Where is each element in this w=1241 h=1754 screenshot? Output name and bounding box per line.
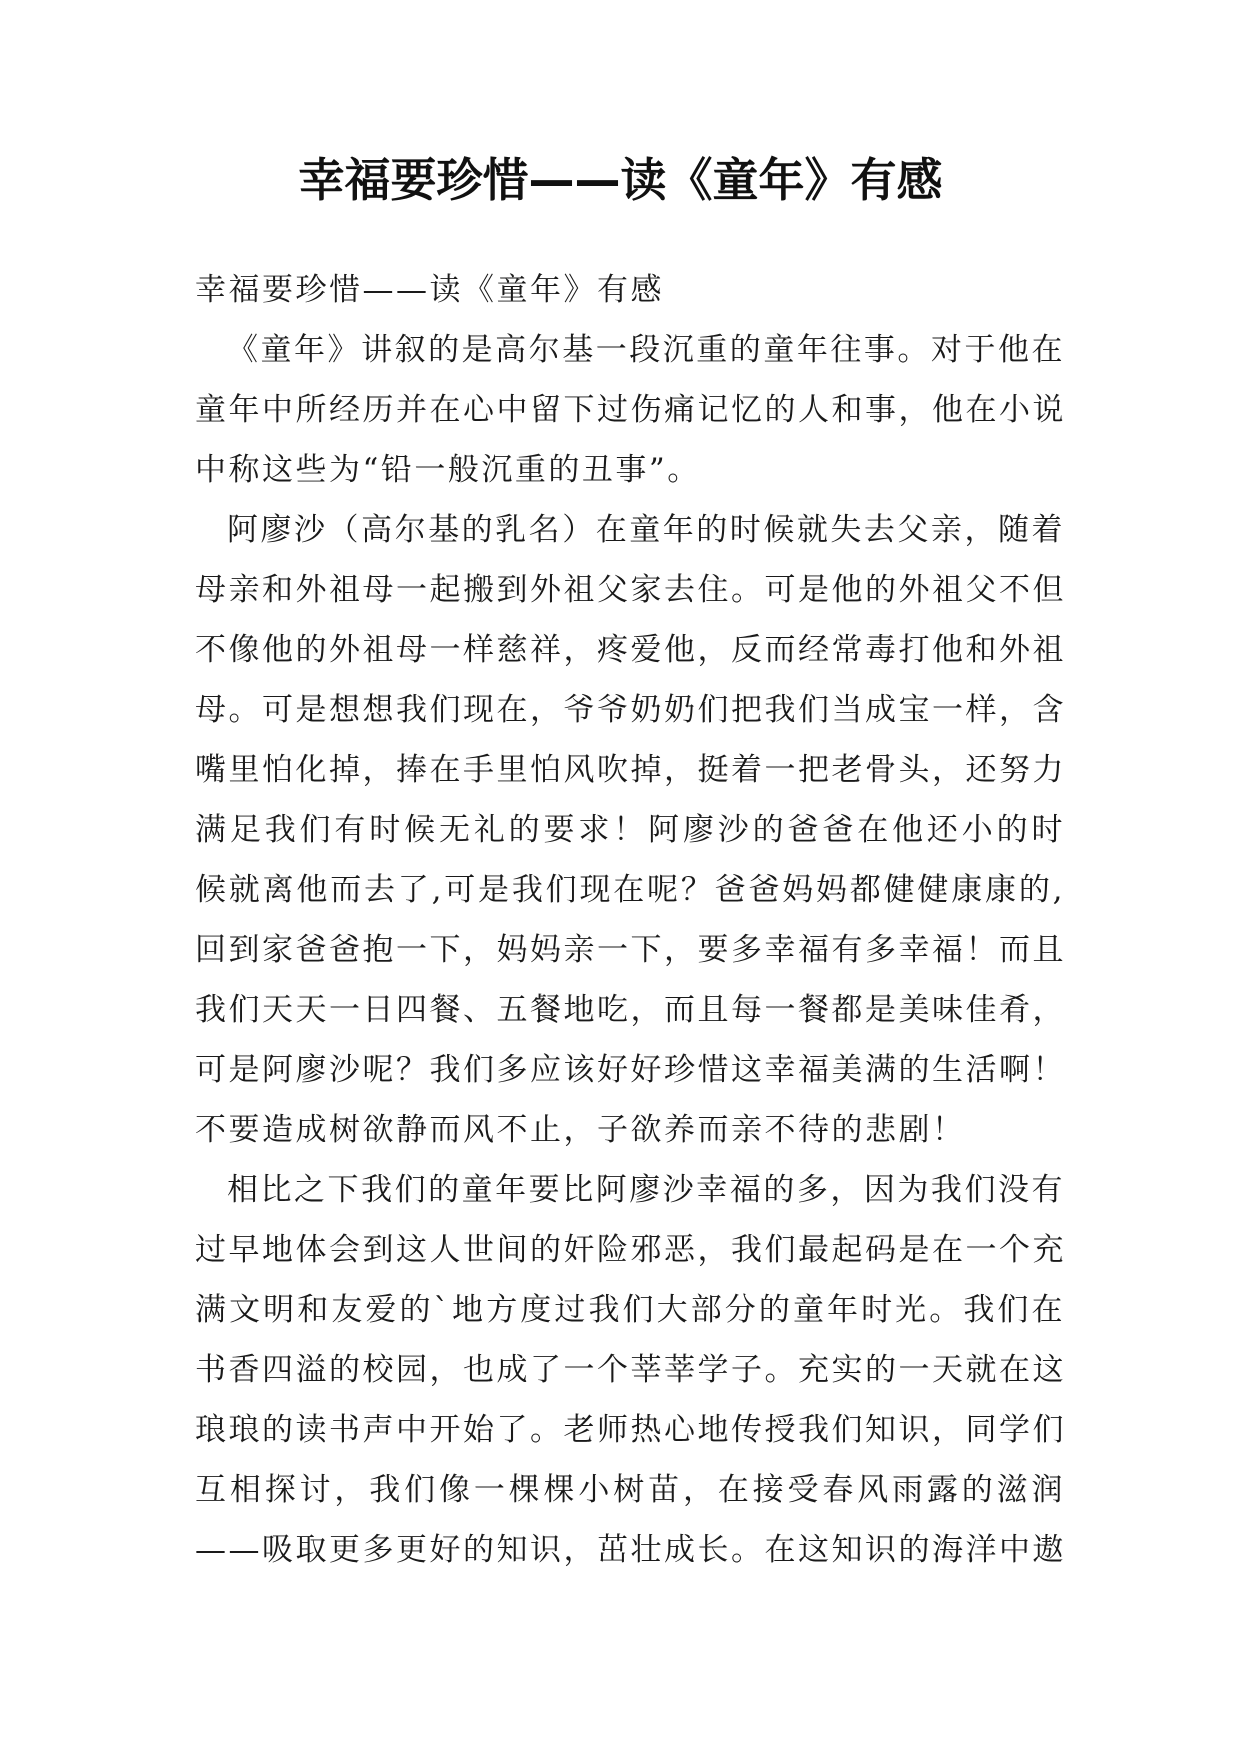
paragraph-line: 相比之下我们的童年要比阿廖沙幸福的多，因为我们没有 [227,1172,1065,1208]
document-body [195,260,1065,1580]
paragraph-line: 过早地体会到这人世间的奸险邪恶，我们最起码是在一个充 [195,1232,1066,1268]
document-subheading: 幸福要珍惜——读《童年》有感 [195,272,664,308]
paragraph-line: 我们天天一日四餐、五餐地吃，而且每一餐都是美味佳肴， [195,992,1066,1028]
paragraph-line: 阿廖沙（高尔基的乳名）在童年的时候就失去父亲，随着 [227,512,1065,548]
paragraph-1 [195,320,1065,500]
paragraph-line: 嘴里怕化掉，捧在手里怕风吹掉，挺着一把老骨头，还努力 [195,752,1066,788]
paragraph-line: 《童年》讲叙的是高尔基一段沉重的童年往事。对于他在 [227,332,1065,368]
paragraph-line: 书香四溢的校园，也成了一个莘莘学子。充实的一天就在这 [195,1352,1066,1388]
paragraph-line: 不要造成树欲静而风不止，子欲养而亲不待的悲剧！ [195,1112,966,1148]
paragraph-line: 中称这些为“铅一般沉重的丑事”。 [195,452,701,488]
paragraph-line: 候就离他而去了,可是我们现在呢？爸爸妈妈都健健康康的, [195,872,1065,908]
paragraph-3 [195,1160,1065,1580]
paragraph-line: 母亲和外祖母一起搬到外祖父家去住。可是他的外祖父不但 [195,572,1066,608]
paragraph-line: 母。可是想想我们现在，爷爷奶奶们把我们当成宝一样，含 [195,692,1066,728]
paragraph-line: 童年中所经历并在心中留下过伤痛记忆的人和事，他在小说 [195,392,1066,428]
paragraph-line: ——吸取更多更好的知识，茁壮成长。在这知识的海洋中遨 [195,1532,1066,1568]
paragraph-line: 满足我们有时候无礼的要求！阿廖沙的爸爸在他还小的时 [195,812,1065,848]
paragraph-2 [195,500,1065,1160]
paragraph-line: 可是阿廖沙呢？我们多应该好好珍惜这幸福美满的生活啊！ [195,1052,1066,1088]
paragraph-line: 琅琅的读书声中开始了。老师热心地传授我们知识，同学们 [195,1412,1066,1448]
paragraph-line: 不像他的外祖母一样慈祥，疼爱他，反而经常毒打他和外祖 [195,632,1066,668]
paragraph-line: 互相探讨，我们像一棵棵小树苗，在接受春风雨露的滋润 [195,1472,1065,1508]
document-title: 幸福要珍惜——读《童年》有感 [298,153,943,207]
paragraph-line: 满文明和友爱的`地方度过我们大部分的童年时光。我们在 [195,1292,1065,1328]
paragraph-line: 回到家爸爸抱一下，妈妈亲一下，要多幸福有多幸福！而且 [195,932,1066,968]
